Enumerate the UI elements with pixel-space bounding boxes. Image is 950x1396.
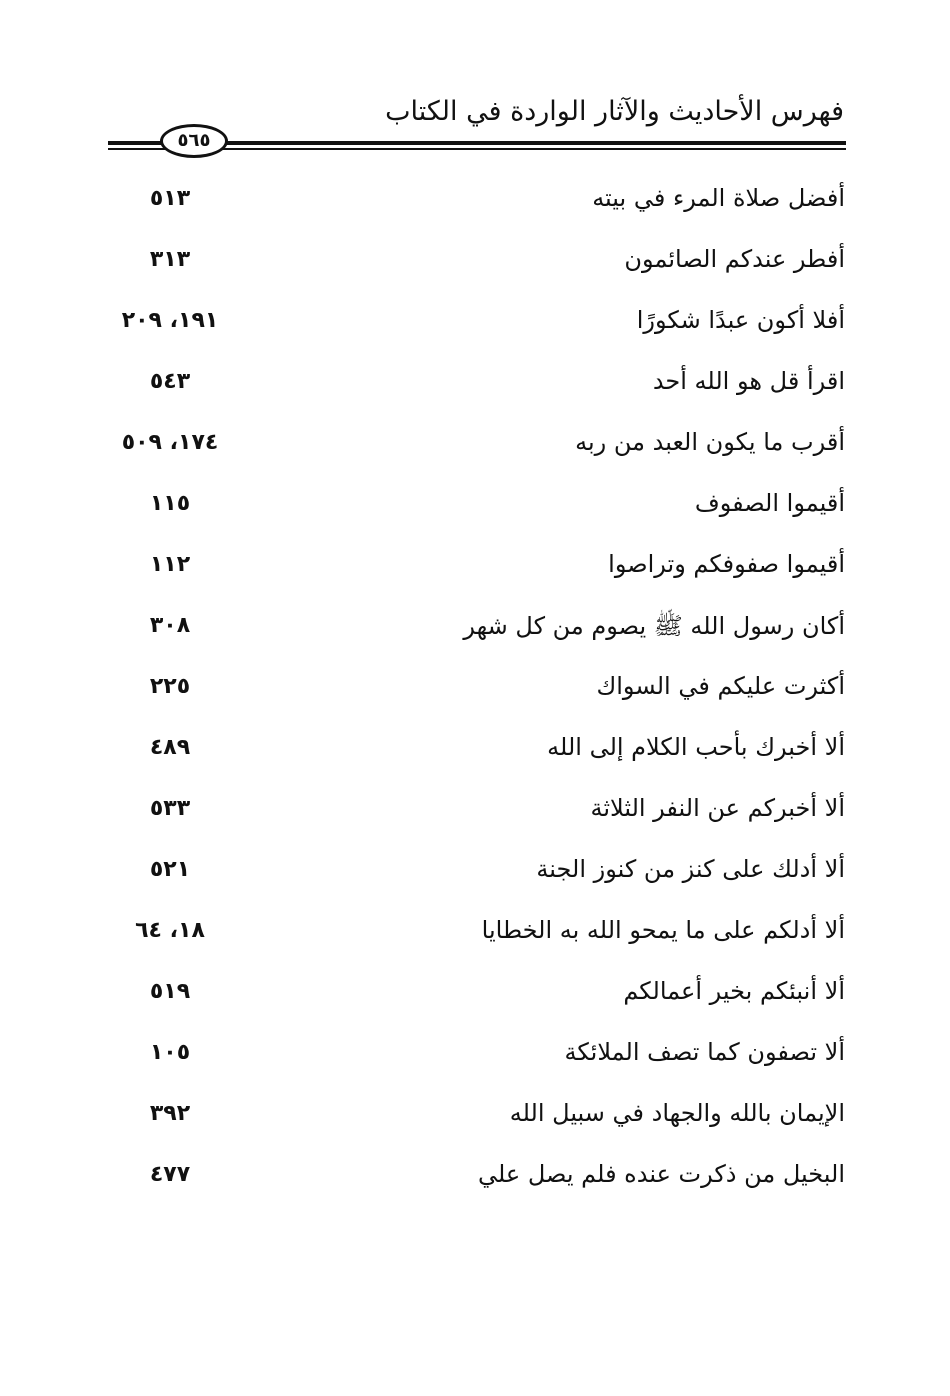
index-entry <box>110 231 845 292</box>
index-entry <box>110 1024 845 1085</box>
index-entry <box>110 719 845 780</box>
page-reference: ٥١٩ <box>149 979 191 1004</box>
page-number-badge <box>160 124 228 158</box>
page-reference: ١٧٤، ٥٠٩ <box>121 430 219 455</box>
page-reference: ٥٣٣ <box>149 796 191 821</box>
index-entry <box>110 1146 845 1207</box>
page-reference: ٤٧٧ <box>149 1162 191 1187</box>
hadith-text: أقيموا الصفوف <box>694 489 845 517</box>
hadith-text: ألا أدلك على كنز من كنوز الجنة <box>536 855 845 883</box>
index-entry <box>110 780 845 841</box>
hadith-text: الإيمان بالله والجهاد في سبيل الله <box>509 1099 845 1127</box>
page-reference: ٣١٣ <box>149 247 191 272</box>
page-reference: ١٨، ٦٤ <box>135 918 205 943</box>
index-entry <box>110 1085 845 1146</box>
hadith-text: أقرب ما يكون العبد من ربه <box>575 428 845 456</box>
index-entry <box>110 353 845 414</box>
hadith-text: البخيل من ذكرت عنده فلم يصل علي <box>477 1160 845 1188</box>
hadith-text: أقيموا صفوفكم وتراصوا <box>608 550 845 578</box>
hadith-text: ألا أدلكم على ما يمحو الله به الخطايا <box>481 916 845 944</box>
hadith-text: أكثرت عليكم في السواك <box>596 672 845 700</box>
page-header-title: فهرس الأحاديث والآثار الواردة في الكتاب <box>385 96 844 127</box>
index-entry <box>110 658 845 719</box>
hadith-text: ألا أنبئكم بخير أعمالكم <box>623 977 845 1005</box>
hadith-text: ألا تصفون كما تصف الملائكة <box>564 1038 845 1066</box>
index-entry <box>110 902 845 963</box>
index-entry <box>110 841 845 902</box>
page-reference: ١٠٥ <box>149 1040 191 1065</box>
page-reference: ٢٢٥ <box>149 674 191 699</box>
page-reference: ١٩١، ٢٠٩ <box>121 308 219 333</box>
index-entry <box>110 597 845 658</box>
hadith-text: أفطر عندكم الصائمون <box>624 245 845 273</box>
hadith-text: أفلا أكون عبدًا شكورًا <box>636 306 845 334</box>
hadith-text: اقرأ قل هو الله أحد <box>652 367 845 395</box>
page-reference: ٥١٣ <box>149 186 191 211</box>
hadith-text: ألا أخبرك بأحب الكلام إلى الله <box>547 733 845 761</box>
index-entry <box>110 414 845 475</box>
hadith-text: ألا أخبركم عن النفر الثلاثة <box>590 794 845 822</box>
page-reference: ١١٢ <box>149 552 191 577</box>
hadith-text: أكان رسول الله ﷺ يصوم من كل شهر <box>463 612 845 640</box>
index-entry <box>110 536 845 597</box>
index-entry <box>110 292 845 353</box>
page-reference: ٣٩٢ <box>149 1101 191 1126</box>
page-reference: ٥٢١ <box>149 857 191 882</box>
hadith-index-list <box>110 170 845 1207</box>
index-entry <box>110 475 845 536</box>
hadith-text: أفضل صلاة المرء في بيته <box>592 184 845 212</box>
page-number: ٥٦٥ <box>177 130 211 151</box>
page-reference: ١١٥ <box>149 491 191 516</box>
index-entry <box>110 963 845 1024</box>
index-entry <box>110 170 845 231</box>
page-reference: ٣٠٨ <box>149 613 191 638</box>
page-reference: ٥٤٣ <box>149 369 191 394</box>
page-reference: ٤٨٩ <box>149 735 191 760</box>
